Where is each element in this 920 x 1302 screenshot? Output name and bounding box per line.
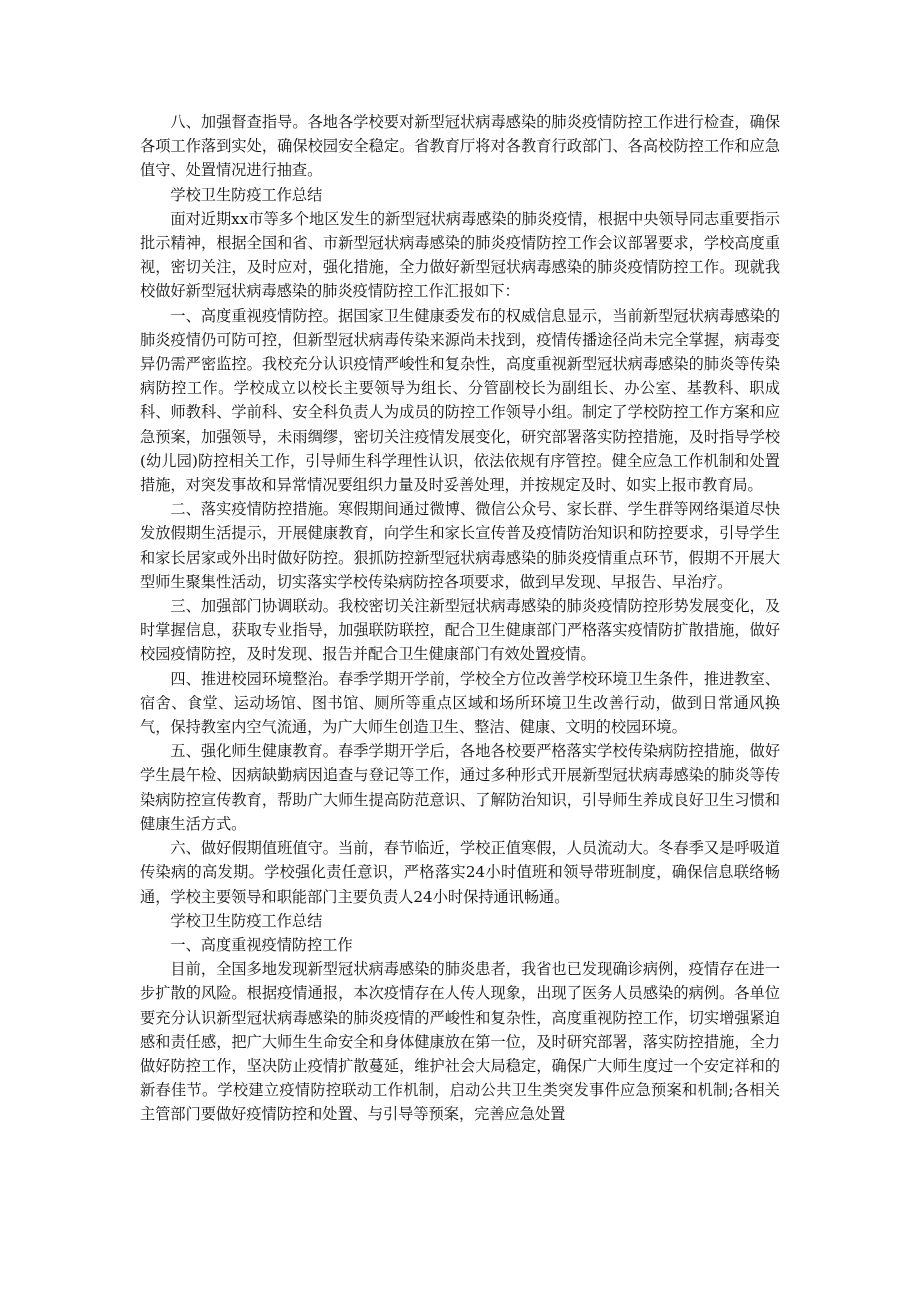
section-title-1: 学校卫生防疫工作总结 bbox=[170, 185, 323, 204]
paragraph-current-situation: 目前，全国多地发现新型冠状病毒感染的肺炎患者，我省也已发现确诊病例，疫情存在进一步扩散的风险。根据疫情通报，本次疫情存在人传人现象，出现了医务人员感染的病例。各单位要充分认识新型冠状病毒感染的肺炎疫情的严峻性和复杂性，高度重视防控工作，切实增强紧迫感和责任感，把广大师生生命安全和身体健康放在第一位，及时研究部署，落实防控措施，全力做好防控工作，坚决防止疫情扩散蔓延，维护社会大局稳定，确保广大师生度过一个安定祥和的新春佳节。学校建立疫情防控联动工作机制，启动公共卫生类突发事件应急预案和机制;各相关主管部门要做好疫情防控和处置、与引导等预案，完善应急处置 bbox=[140, 960, 780, 1124]
paragraph-point-1: 一、高度重视疫情防控。据国家卫生健康委发布的权威信息显示，当前新型冠状病毒感染的肺炎疫情仍可防可控，但新型冠状病毒传染来源尚未找到，疫情传播途径尚未完全掌握，病毒变异仍需严密监控。我校充分认识疫情严峻性和复杂性，高度重视新型冠状病毒感染的肺炎等传染病防控工作。学校成立以校长主要领导为组长、分管副校长为副组长、办公室、基教科、职成科、师教科、学前科、安全科负责人为成员的防控工作领导小组。制定了学校防控工作方案和应急预案，加强领导，未雨绸缪，密切关注疫情发展变化，研究部署落实防控措施，及时指导学校(幼儿园)防控相关工作，引导师生科学理性认识，依法依规有序管控。健全应急工作机制和处置措施，对突发事故和异常情况要组织力量及时妥善处理，并按规定及时、如实上报市教育局。 bbox=[140, 306, 780, 495]
paragraph-point-3: 三、加强部门协调联动。我校密切关注新型冠状病毒感染的肺炎疫情防控形势发展变化，及时掌握信息，获取专业指导，加强联防联控，配合卫生健康部门严格落实疫情防扩散措施，做好校园疫情防控，及时发现、报告并配合卫生健康部门有效处置疫情。 bbox=[140, 597, 780, 664]
document-body bbox=[140, 110, 780, 1127]
paragraph-supervision: 八、加强督查指导。各地各学校要对新型冠状病毒感染的肺炎疫情防控工作进行检查，确保各项工作落到实处，确保校园安全稳定。省教育厅将对各教育行政部门、各高校防控工作和应急值守、处置情况进行抽查。 bbox=[140, 113, 780, 180]
paragraph-point-2: 二、落实疫情防控措施。寒假期间通过微博、微信公众号、家长群、学生群等网络渠道尽快发放假期生活提示，开展健康教育，向学生和家长宣传普及疫情防治知识和防控要求，引导学生和家长居家或外出时做好防控。狠抓防控新型冠状病毒感染的肺炎疫情重点环节，假期不开展大型师生聚集性活动，切实落实学校传染病防控各项要求，做到早发现、早报告、早治疗。 bbox=[140, 500, 780, 591]
paragraph-point-4: 四、推进校园环境整治。春季学期开学前，学校全方位改善学校环境卫生条件，推进教室、宿舍、食堂、运动场馆、图书馆、厕所等重点区域和场所环境卫生改善行动，做到日常通风换气，保持教室内空气流通，为广大师生创造卫生、整洁、健康、文明的校园环境。 bbox=[140, 669, 780, 737]
section-title-2: 学校卫生防疫工作总结 bbox=[170, 911, 323, 930]
paragraph-point-5: 五、强化师生健康教育。春季学期开学后，各地各校要严格落实学校传染病防控措施，做好学生晨午检、因病缺勤病因追查与登记等工作，通过多种形式开展新型冠状病毒感染的肺炎等传染病防控宣传教育，帮助广大师生提高防范意识、了解防治知识，引导师生养成良好卫生习惯和健康生活方式。 bbox=[140, 742, 780, 833]
paragraph-point-6: 六、做好假期值班值守。当前，春节临近，学校正值寒假，人员流动大。冬春季又是呼吸道传染病的高发期。学校强化责任意识，严格落实24小时值班和领导带班制度，确保信息联络畅通，学校主要领导和职能部门主要负责人24小时保持通讯畅通。 bbox=[140, 839, 780, 906]
paragraph-intro: 面对近期xx市等多个地区发生的新型冠状病毒感染的肺炎疫情，根据中央领导同志重要指示批示精神，根据全国和省、市新型冠状病毒感染的肺炎疫情防控工作会议部署要求，学校高度重视，密切关注，及时应对，强化措施，全力做好新型冠状病毒感染的肺炎疫情防控工作。现就我校做好新型冠状病毒感染的肺炎疫情防控工作汇报如下： bbox=[140, 209, 780, 301]
subheading-point-1: 一、高度重视疫情防控工作 bbox=[170, 935, 353, 954]
